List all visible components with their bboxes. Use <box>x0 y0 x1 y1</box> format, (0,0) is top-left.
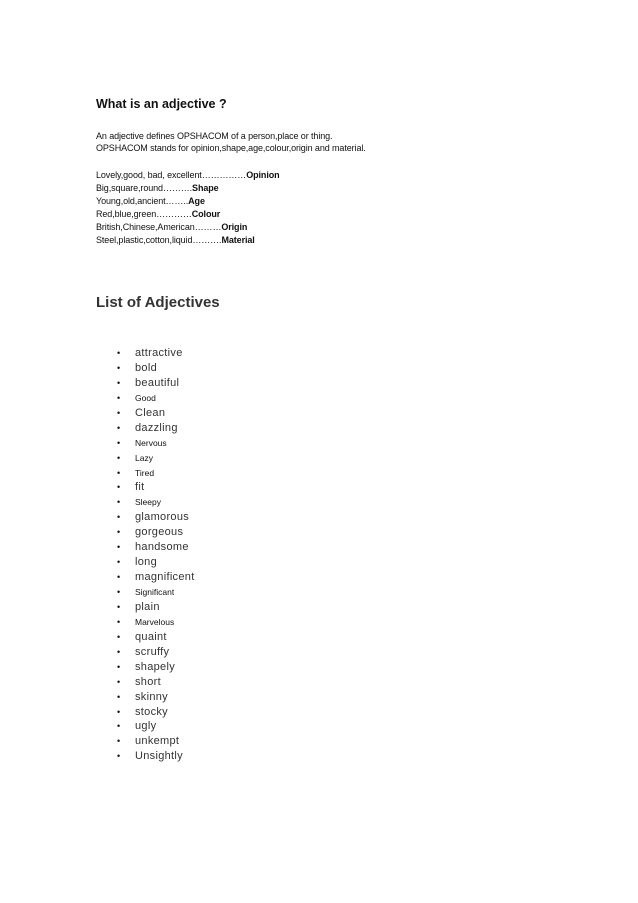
list-item <box>0 555 638 570</box>
category-row <box>96 195 280 208</box>
list-item <box>0 690 638 705</box>
list-item <box>0 570 638 585</box>
adjective-text: skinny <box>135 690 168 703</box>
adjective-text: handsome <box>135 541 189 554</box>
category-list <box>96 169 280 247</box>
category-examples: Big,square,round………. <box>96 183 193 193</box>
bullet-icon: • <box>117 587 121 597</box>
adjective-text: stocky <box>135 705 168 718</box>
bullet-icon: • <box>117 691 121 702</box>
category-row <box>96 169 280 182</box>
category-examples: British,Chinese,American……… <box>96 222 222 232</box>
list-item <box>0 719 638 734</box>
list-item <box>0 615 638 630</box>
category-name: Age <box>188 196 205 206</box>
bullet-icon: • <box>117 377 121 388</box>
category-row <box>96 208 280 221</box>
list-item <box>0 510 638 525</box>
adjective-text: quaint <box>135 630 167 643</box>
adjective-text: Marvelous <box>135 616 175 627</box>
bullet-icon: • <box>117 452 121 463</box>
adjective-text: fit <box>135 481 145 494</box>
intro-paragraph <box>96 130 366 154</box>
bullet-icon: • <box>117 362 121 373</box>
category-examples: Lovely,good, bad, excellent…………… <box>96 170 247 180</box>
bullet-icon: • <box>117 497 121 508</box>
bullet-icon: • <box>117 676 121 687</box>
bullet-icon: • <box>117 601 121 612</box>
adjective-text: shapely <box>135 660 176 673</box>
adjective-list <box>0 346 638 764</box>
adjective-text: scruffy <box>135 645 170 658</box>
bullet-icon: • <box>117 437 121 448</box>
page-title: What is an adjective ? <box>96 97 227 111</box>
list-item <box>0 480 638 495</box>
bullet-icon: • <box>117 706 121 717</box>
list-item <box>0 436 638 451</box>
list-item <box>0 421 638 436</box>
category-row <box>96 221 280 234</box>
adjective-text: plain <box>135 600 160 613</box>
adjective-text: beautiful <box>135 376 180 389</box>
adjective-text: bold <box>135 361 157 374</box>
bullet-icon: • <box>117 542 121 553</box>
adjective-text: short <box>135 675 161 688</box>
adjective-text: Tired <box>135 467 155 478</box>
category-name: Shape <box>192 183 219 193</box>
list-item <box>0 346 638 361</box>
bullet-icon: • <box>117 407 121 418</box>
category-row <box>96 234 280 247</box>
category-examples: Young,old,ancient…….. <box>96 196 189 206</box>
category-name: Origin <box>221 222 248 232</box>
bullet-icon: • <box>117 661 121 672</box>
adjective-text: Nervous <box>135 437 167 448</box>
adjective-text: unkempt <box>135 735 180 748</box>
category-examples: Steel,plastic,cotton,liquid………. <box>96 235 222 245</box>
bullet-icon: • <box>117 751 121 762</box>
list-item <box>0 585 638 600</box>
list-item <box>0 540 638 555</box>
category-name: Colour <box>191 209 221 219</box>
list-item <box>0 675 638 690</box>
category-name: Material <box>221 235 255 245</box>
bullet-icon: • <box>117 736 121 747</box>
bullet-icon: • <box>117 348 121 358</box>
adjective-text: Significant <box>135 587 175 597</box>
list-item <box>0 734 638 749</box>
category-examples: Red,blue,green………… <box>96 209 192 219</box>
adjective-text: ugly <box>135 720 157 733</box>
bullet-icon: • <box>117 422 121 433</box>
bullet-icon: • <box>117 527 121 538</box>
bullet-icon: • <box>117 631 121 642</box>
intro-line-1: An adjective defines OPSHACOM of a person,place or thing. <box>96 131 333 141</box>
bullet-icon: • <box>117 467 121 478</box>
adjective-text: long <box>135 556 157 569</box>
adjective-text: Unsightly <box>135 750 183 763</box>
bullet-icon: • <box>117 512 121 523</box>
bullet-icon: • <box>117 646 121 657</box>
adjective-text: Good <box>135 392 156 403</box>
intro-line-2: OPSHACOM stands for opinion,shape,age,colour,origin and material. <box>96 143 366 153</box>
list-heading: List of Adjectives <box>96 294 220 311</box>
list-item <box>0 630 638 645</box>
adjective-text: attractive <box>135 347 183 359</box>
list-item <box>0 466 638 481</box>
adjective-text: gorgeous <box>135 526 184 539</box>
bullet-icon: • <box>117 482 121 493</box>
bullet-icon: • <box>117 392 121 403</box>
adjective-text: glamorous <box>135 511 190 524</box>
category-row <box>96 182 280 195</box>
bullet-icon: • <box>117 721 121 732</box>
adjective-text: dazzling <box>135 421 178 434</box>
bullet-icon: • <box>117 572 121 583</box>
adjective-text: Clean <box>135 406 166 419</box>
list-item <box>0 376 638 391</box>
list-item <box>0 391 638 406</box>
adjective-text: magnificent <box>135 571 195 584</box>
bullet-icon: • <box>117 616 121 627</box>
list-item <box>0 660 638 675</box>
list-item <box>0 600 638 615</box>
list-item <box>0 406 638 421</box>
adjective-text: Lazy <box>135 452 153 463</box>
list-item <box>0 705 638 720</box>
category-name: Opinion <box>246 170 280 180</box>
list-item <box>0 495 638 510</box>
list-item <box>0 749 638 764</box>
list-item <box>0 361 638 376</box>
list-item <box>0 525 638 540</box>
adjective-text: Sleepy <box>135 497 161 508</box>
bullet-icon: • <box>117 557 121 568</box>
list-item <box>0 451 638 466</box>
list-item <box>0 645 638 660</box>
